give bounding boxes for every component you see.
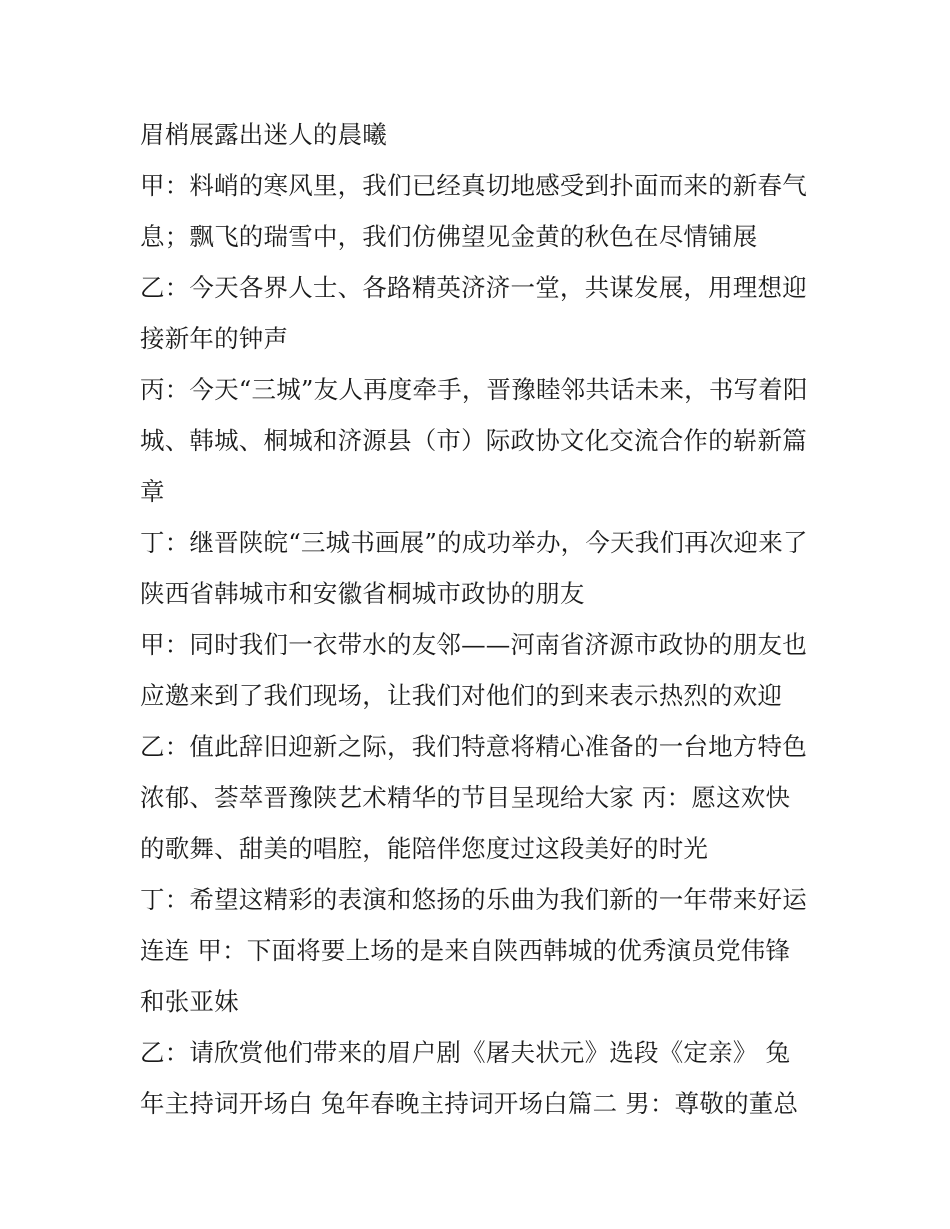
text-line: 甲：同时我们一衣带水的友邻——河南省济源市政协的朋友也 [140,630,807,659]
text-line: 乙：今天各界人士、各路精英济济一堂，共谋发展，用理想迎 [140,273,807,302]
text-line: 甲：料峭的寒风里，我们已经真切地感受到扑面而来的新春气 [140,171,807,200]
text-line: 的歌舞、甜美的唱腔，能陪伴您度过这段美好的时光 [140,834,709,863]
text-line: 丁：希望这精彩的表演和悠扬的乐曲为我们新的一年带来好运 [140,885,807,914]
text-line: 乙：值此辞旧迎新之际，我们特意将精心准备的一台地方特色 [140,732,807,761]
document-body [140,109,820,1129]
text-line: 陕西省韩城市和安徽省桐城市政协的朋友 [140,579,585,608]
text-line: 连连 甲：下面将要上场的是来自陕西韩城的优秀演员党伟锋 [140,936,791,965]
text-line: 丙：今天“三城”友人再度牵手，晋豫睦邻共话未来，书写着阳 [140,375,808,404]
text-line: 章 [140,477,165,506]
text-line: 丁：继晋陕皖“三城书画展”的成功举办，今天我们再次迎来了 [140,528,808,557]
text-line: 眉梢展露出迷人的晨曦 [140,120,387,149]
text-line: 息；飘飞的瑞雪中，我们仿佛望见金黄的秋色在尽情铺展 [140,222,758,251]
text-line: 浓郁、荟萃晋豫陕艺术精华的节目呈现给大家 丙：愿这欢快 [140,783,791,812]
text-line: 应邀来到了我们现场，让我们对他们的到来表示热烈的欢迎 [140,681,783,710]
text-line: 城、韩城、桐城和济源县（市）际政协文化交流合作的崭新篇 [140,426,807,455]
text-line: 乙：请欣赏他们带来的眉户剧《屠夫状元》选段《定亲》 兔 [140,1038,791,1067]
text-line: 年主持词开场白 兔年春晚主持词开场白篇二 男：尊敬的董总 [140,1089,799,1118]
text-line: 接新年的钟声 [140,324,289,353]
text-line: 和张亚妹 [140,987,239,1016]
